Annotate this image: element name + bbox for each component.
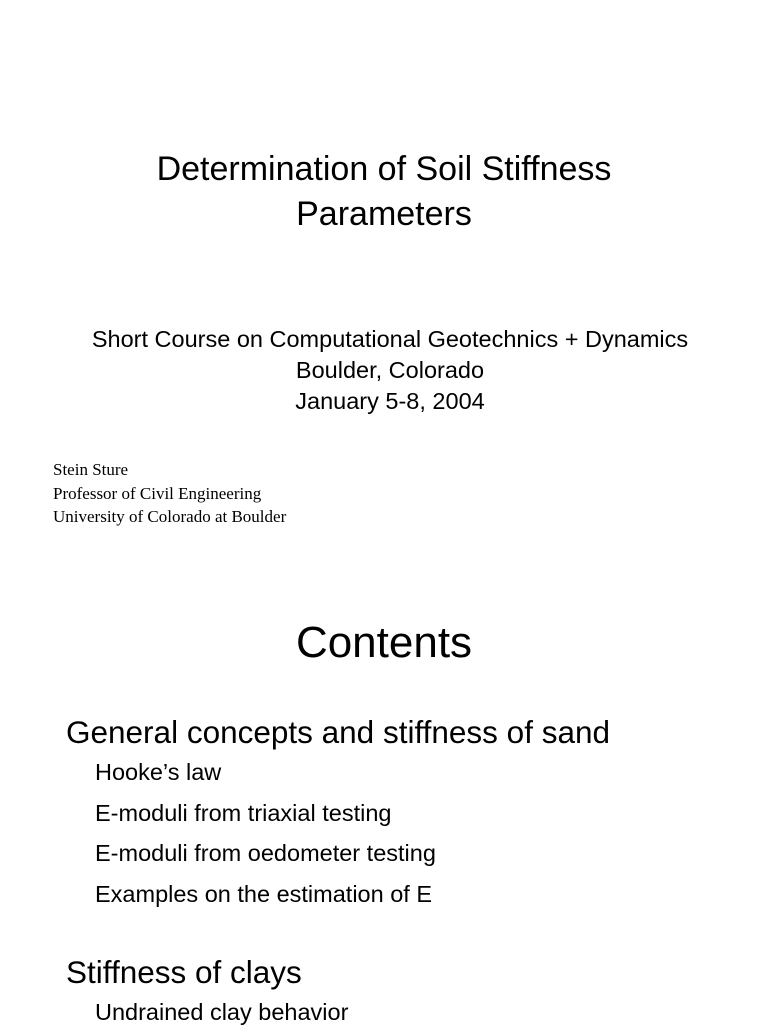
author-block [53,458,286,529]
course-dates: January 5-8, 2004 [295,388,485,414]
contents-section [66,712,610,914]
contents-item: Undrained clay behavior [95,999,349,1025]
contents-item: Examples on the estimation of E [95,880,433,907]
section-heading: Stiffness of clays [66,954,302,990]
contents-section [66,952,348,1033]
contents-item: Hooke’s law [95,759,222,785]
contents-item: E-moduli from oedometer testing [95,840,436,866]
section-items [95,992,348,1033]
course-info [0,324,768,417]
contents-item: E-moduli from triaxial testing [95,799,392,826]
author-affiliation: University of Colorado at Boulder [53,507,287,526]
section-heading: General concepts and stiffness of sand [66,714,611,750]
presentation-title [0,147,768,237]
contents-slide [0,576,768,1024]
contents-title: Contents [295,618,473,667]
author-name: Stein Sture [53,460,129,479]
title-line: Parameters [296,195,472,233]
author-title: Professor of Civil Engineering [53,483,262,503]
section-items [95,752,610,914]
title-line: Determination of Soil Stiffness [156,150,612,188]
course-location: Boulder, Colorado [295,357,485,383]
course-name: Short Course on Computational Geotechnics + Dynamics [91,326,689,352]
